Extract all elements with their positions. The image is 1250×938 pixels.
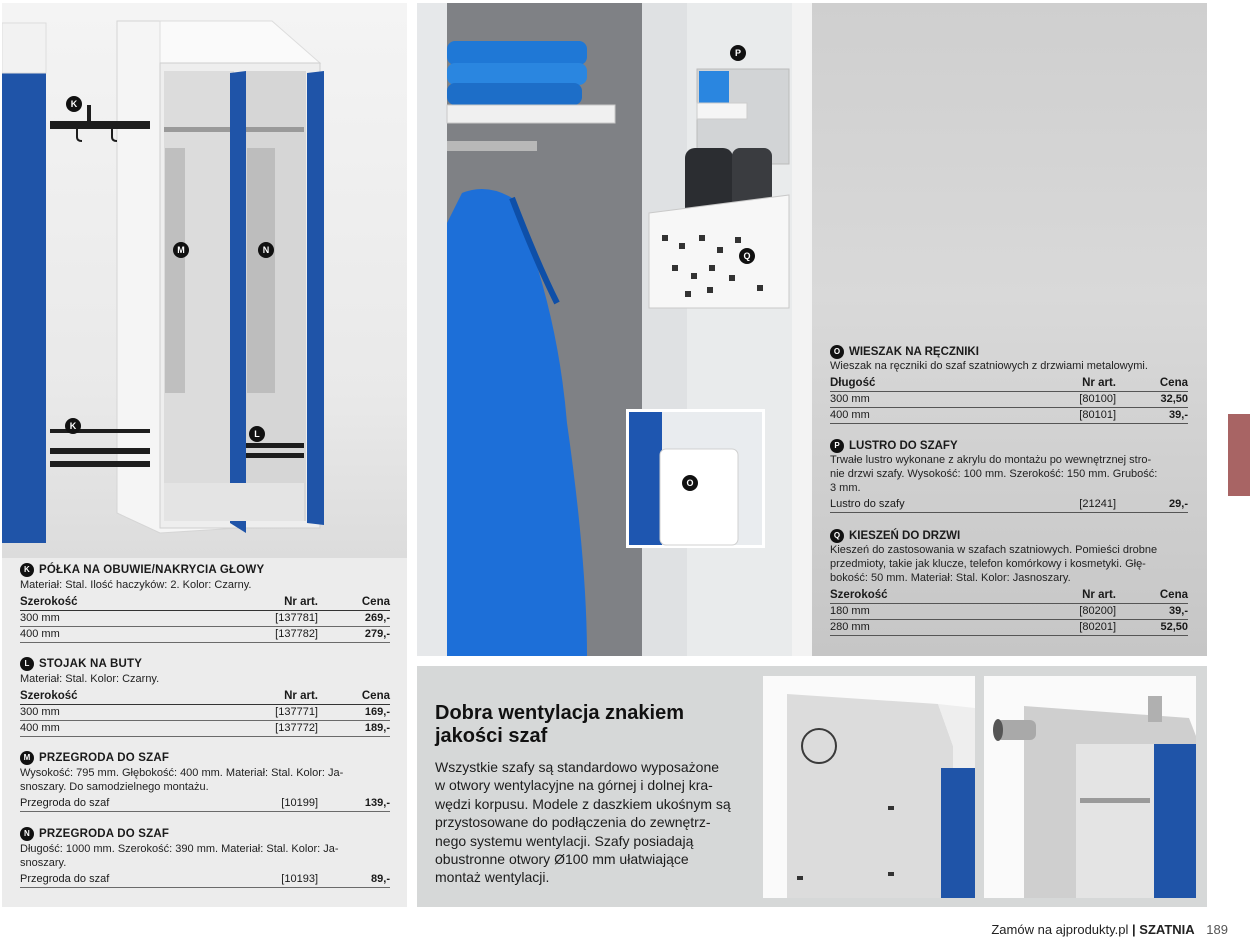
vent-pipe-photo <box>984 676 1196 898</box>
product-m <box>20 751 390 812</box>
marker-k-top: K <box>66 96 82 112</box>
table-header: Długość Nr art. Cena <box>830 376 1188 392</box>
marker-k-bottom: K <box>65 418 81 434</box>
product-p <box>830 439 1188 513</box>
marker-n: N <box>258 242 274 258</box>
table-header: Szerokość Nr art. Cena <box>830 588 1188 604</box>
product-desc: Długość: 1000 mm. Szerokość: 390 mm. Materiał: Stal. Kolor: Ja- snoszary. <box>20 843 339 869</box>
product-title: K PÓŁKA NA OBUWIE/NAKRYCIA GŁOWY <box>20 563 390 577</box>
product-o <box>830 345 1188 424</box>
locker-interior-photo <box>417 3 812 656</box>
interior-illustration <box>417 3 812 656</box>
locker-photo <box>2 3 407 558</box>
marker-icon: L <box>20 657 34 671</box>
vent-hole-photo <box>763 676 975 898</box>
table-row: 280 mm [80201] 52,50 <box>830 620 1188 636</box>
product-l <box>20 657 390 737</box>
order-link[interactable]: Zamów na ajprodukty.pl <box>991 922 1129 937</box>
marker-m: M <box>173 242 189 258</box>
marker-icon: M <box>20 751 34 765</box>
product-n <box>20 827 390 888</box>
product-title: L STOJAK NA BUTY <box>20 657 390 671</box>
product-k <box>20 563 390 643</box>
table-row: 400 mm [137782] 279,- <box>20 627 390 643</box>
table-row: 400 mm [137772] 189,- <box>20 721 390 737</box>
marker-icon: P <box>830 439 844 453</box>
marker-icon: O <box>830 345 844 359</box>
product-title: P LUSTRO DO SZAFY <box>830 439 1188 453</box>
product-q <box>830 529 1188 636</box>
product-desc: Kieszeń do zastosowania w szafach szatniowych. Pomieści drobne przedmioty, takie jak klucze, telefon komórkowy i kosmetyki. Głę- bokość: 50 mm. Materiał: Stal. Kolor: Jasnoszary. <box>830 544 1158 584</box>
section-name: SZATNIA <box>1139 922 1195 937</box>
marker-q: Q <box>739 248 755 264</box>
banner-text: Wszystkie szafy są standardowo wyposażone w otwory wentylacyjne na górnej i dolnej kra- wędzi korpusu. Modele z daszkiem ukośnym są przystosowane do podłączenia do zewnętrz- nego systemu wentylacji. Szafy posiadają obustronne otwory Ø100 mm ułatwiające montaż wentylacji. <box>435 759 731 886</box>
product-title: N PRZEGRODA DO SZAF <box>20 827 390 841</box>
table-header: Szerokość Nr art. Cena <box>20 595 390 611</box>
product-desc: Wysokość: 795 mm. Głębokość: 400 mm. Materiał: Stal. Kolor: Ja- snoszary. Do samodzielnego montażu. <box>20 767 344 793</box>
table-row: Przegroda do szaf [10193] 89,- <box>20 872 390 888</box>
table-row: 300 mm [137771] 169,- <box>20 705 390 721</box>
product-title: Q KIESZEŃ DO DRZWI <box>830 529 1188 543</box>
table-row: 180 mm [80200] 39,- <box>830 604 1188 620</box>
marker-p: P <box>730 45 746 61</box>
marker-icon: Q <box>830 529 844 543</box>
table-row: 300 mm [80100] 32,50 <box>830 392 1188 408</box>
locker-illustration <box>2 3 407 558</box>
page-footer: Zamów na ajprodukty.pl | SZATNIA 189 <box>991 922 1228 937</box>
left-panel <box>2 3 407 907</box>
table-row: Przegroda do szaf [10199] 139,- <box>20 796 390 812</box>
section-tab <box>1228 414 1250 496</box>
marker-l: L <box>249 426 265 442</box>
product-desc: Trwałe lustro wykonane z akrylu do montażu po wewnętrznej stro- nie drzwi szafy. Wysokość: 100 mm. Szerokość: 150 mm. Grubość: 3 mm. <box>830 454 1158 494</box>
product-desc: Materiał: Stal. Kolor: Czarny. <box>20 673 160 685</box>
table-row: 300 mm [137781] 269,- <box>20 611 390 627</box>
marker-icon: K <box>20 563 34 577</box>
ventilation-banner <box>417 666 1207 907</box>
table-row: Lustro do szafy [21241] 29,- <box>830 497 1188 513</box>
product-title: M PRZEGRODA DO SZAF <box>20 751 390 765</box>
marker-icon: N <box>20 827 34 841</box>
product-desc: Materiał: Stal. Ilość haczyków: 2. Kolor: Czarny. <box>20 579 252 591</box>
banner-title: Dobra wentylacja znakiem jakości szaf <box>435 702 684 747</box>
table-row: 400 mm [80101] 39,- <box>830 408 1188 424</box>
table-header: Szerokość Nr art. Cena <box>20 689 390 705</box>
product-desc: Wieszak na ręczniki do szaf szatniowych z drzwiami metalowymi. <box>830 360 1148 372</box>
marker-o: O <box>682 475 698 491</box>
product-title: O WIESZAK NA RĘCZNIKI <box>830 345 1188 359</box>
page-number: 189 <box>1206 922 1228 937</box>
